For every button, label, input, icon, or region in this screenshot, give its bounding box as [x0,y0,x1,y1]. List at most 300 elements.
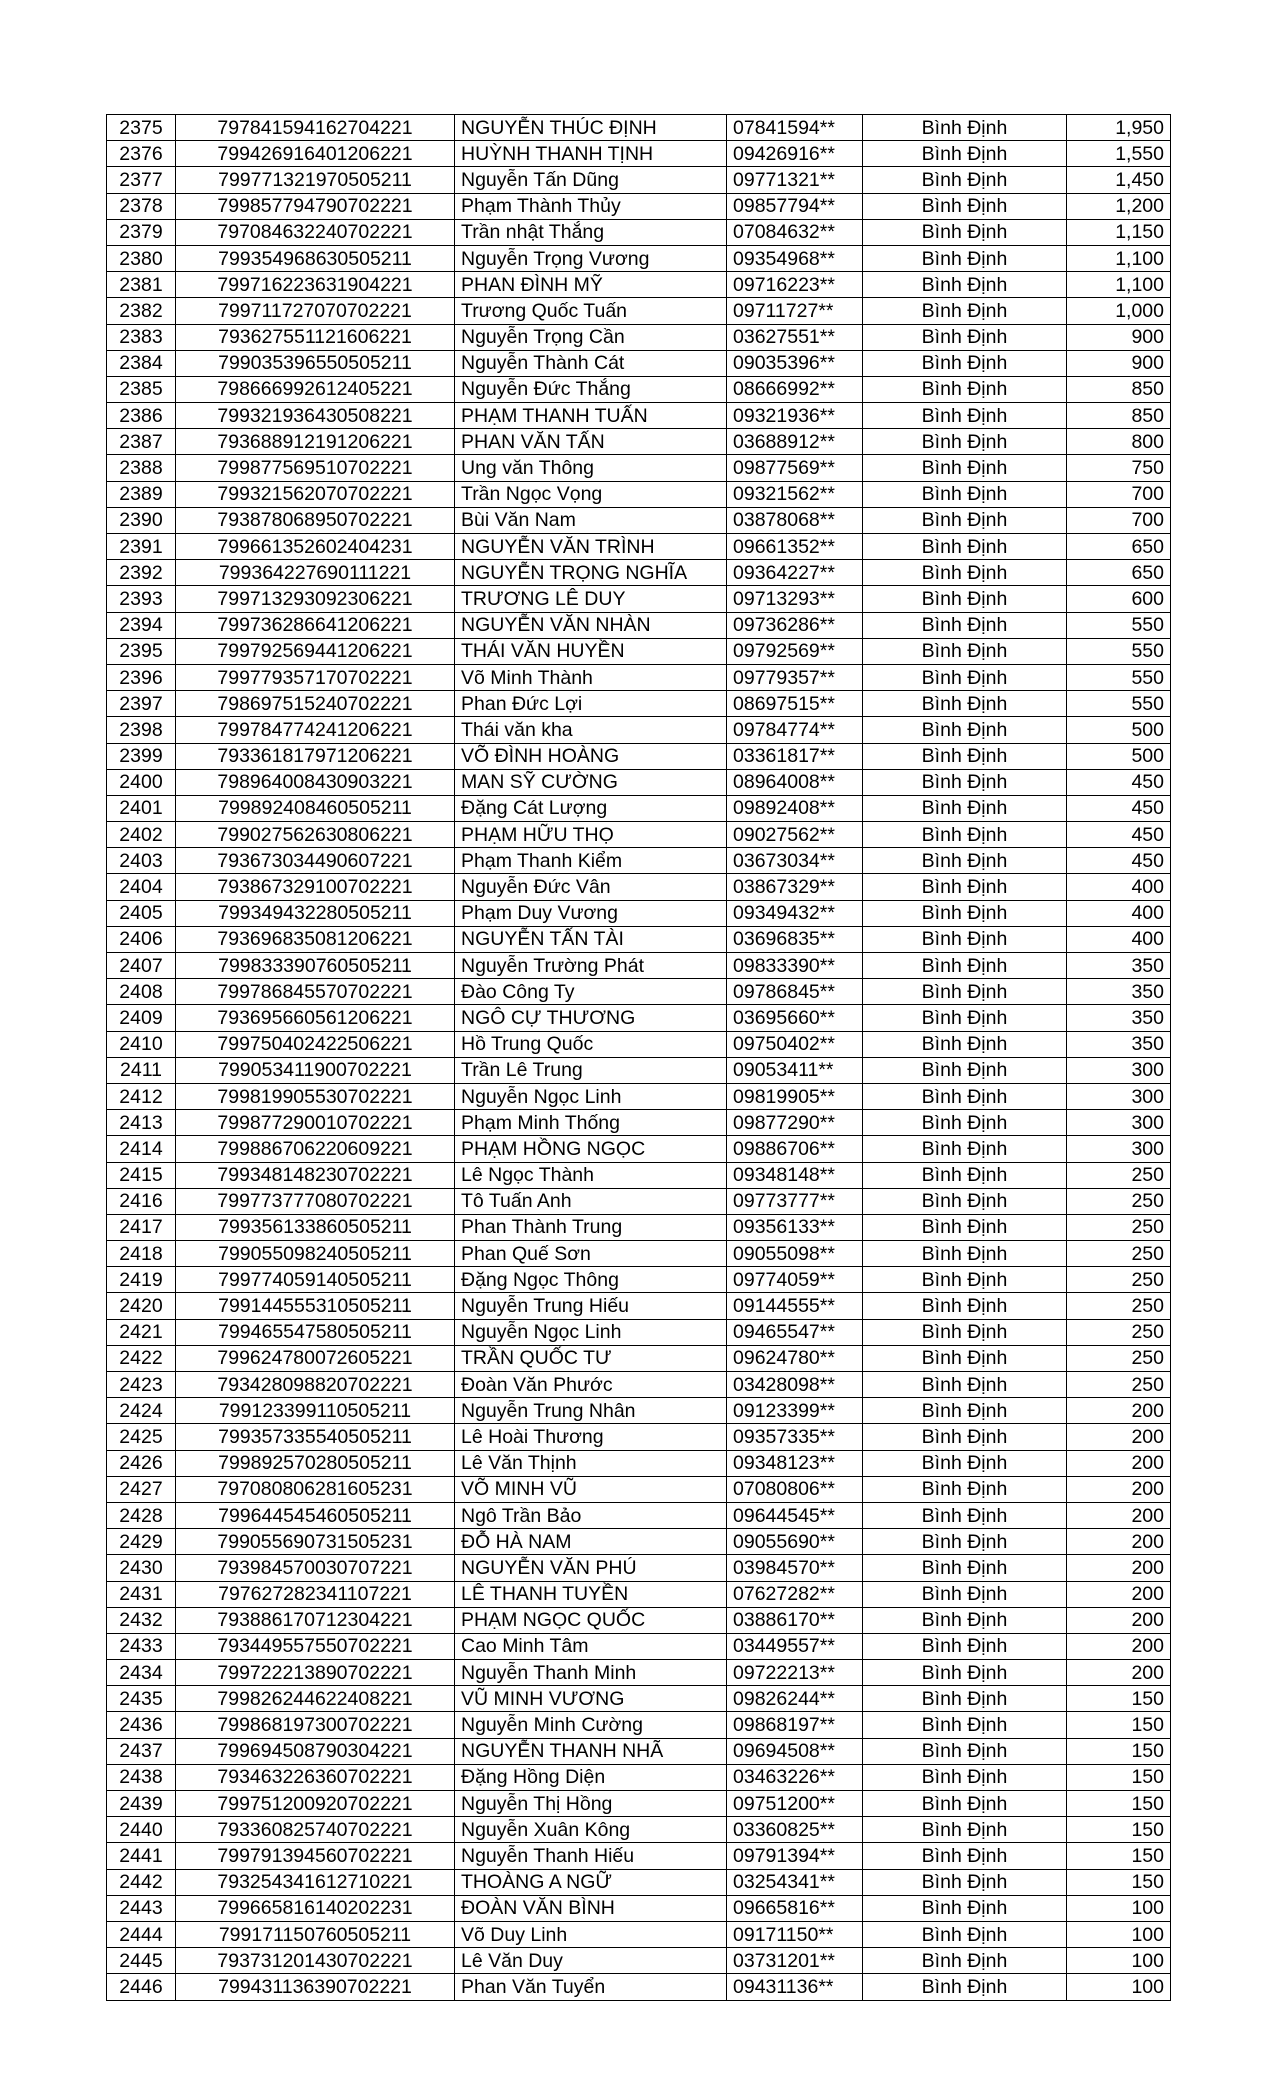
name-cell: NGUYỄN THÚC ĐỊNH [455,115,727,141]
name-cell: NGUYỄN VĂN TRÌNH [455,534,727,560]
province-cell: Bình Định [863,1791,1067,1817]
amount-cell: 200 [1067,1398,1171,1424]
table-row [107,612,1171,638]
row-number-cell: 2377 [107,167,176,193]
phone-cell: 09356133** [727,1214,863,1240]
row-number-cell: 2444 [107,1921,176,1947]
name-cell: Phan Thành Trung [455,1214,727,1240]
table-row [107,1267,1171,1293]
province-cell: Bình Định [863,1895,1067,1921]
table-row [107,1398,1171,1424]
province-cell: Bình Định [863,612,1067,638]
amount-cell: 250 [1067,1162,1171,1188]
table-row [107,769,1171,795]
amount-cell: 600 [1067,586,1171,612]
table-row [107,1581,1171,1607]
table-row [107,664,1171,690]
phone-cell: 07841594** [727,115,863,141]
amount-cell: 500 [1067,743,1171,769]
province-cell: Bình Định [863,743,1067,769]
table-row [107,586,1171,612]
province-cell: Bình Định [863,1817,1067,1843]
account-code-cell: 793695660561206221 [176,1005,455,1031]
province-cell: Bình Định [863,1293,1067,1319]
name-cell: PHẠM HỒNG NGỌC [455,1136,727,1162]
phone-cell: 09665816** [727,1895,863,1921]
amount-cell: 250 [1067,1319,1171,1345]
province-cell: Bình Định [863,1738,1067,1764]
phone-cell: 03696835** [727,926,863,952]
phone-cell: 03984570** [727,1555,863,1581]
row-number-cell: 2389 [107,481,176,507]
province-cell: Bình Định [863,1188,1067,1214]
province-cell: Bình Định [863,1214,1067,1240]
table-row [107,900,1171,926]
province-cell: Bình Định [863,1083,1067,1109]
account-code-cell: 799349432280505211 [176,900,455,926]
table-row [107,193,1171,219]
row-number-cell: 2441 [107,1843,176,1869]
phone-cell: 03878068** [727,507,863,533]
amount-cell: 150 [1067,1869,1171,1895]
name-cell: Lê Văn Thịnh [455,1450,727,1476]
name-cell: Võ Minh Thành [455,664,727,690]
phone-cell: 09786845** [727,979,863,1005]
amount-cell: 650 [1067,560,1171,586]
table-row [107,953,1171,979]
province-cell: Bình Định [863,586,1067,612]
amount-cell: 300 [1067,1057,1171,1083]
phone-cell: 08666992** [727,376,863,402]
province-cell: Bình Định [863,1764,1067,1790]
table-row [107,1555,1171,1581]
name-cell: Đặng Cát Lượng [455,795,727,821]
account-code-cell: 793878068950702221 [176,507,455,533]
row-number-cell: 2375 [107,115,176,141]
account-code-cell: 799711727070702221 [176,298,455,324]
phone-cell: 09694508** [727,1738,863,1764]
province-cell: Bình Định [863,1686,1067,1712]
row-number-cell: 2429 [107,1529,176,1555]
name-cell: TRẦN QUỐC TƯ [455,1345,727,1371]
phone-cell: 09426916** [727,141,863,167]
account-code-cell: 793696835081206221 [176,926,455,952]
row-number-cell: 2414 [107,1136,176,1162]
phone-cell: 03254341** [727,1869,863,1895]
province-cell: Bình Định [863,507,1067,533]
table-row [107,1607,1171,1633]
table-row [107,1791,1171,1817]
province-cell: Bình Định [863,874,1067,900]
name-cell: Ung văn Thông [455,455,727,481]
name-cell: TRƯƠNG LÊ DUY [455,586,727,612]
amount-cell: 1,550 [1067,141,1171,167]
account-code-cell: 799027562630806221 [176,822,455,848]
table-row [107,245,1171,271]
account-code-cell: 799784774241206221 [176,717,455,743]
name-cell: Nguyễn Trung Hiếu [455,1293,727,1319]
amount-cell: 250 [1067,1267,1171,1293]
account-code-cell: 798697515240702221 [176,691,455,717]
table-row [107,1136,1171,1162]
data-table [106,114,1171,2001]
account-code-cell: 799357335540505211 [176,1424,455,1450]
row-number-cell: 2388 [107,455,176,481]
table-row [107,141,1171,167]
phone-cell: 09055098** [727,1241,863,1267]
row-number-cell: 2387 [107,429,176,455]
phone-cell: 09774059** [727,1267,863,1293]
province-cell: Bình Định [863,219,1067,245]
phone-cell: 09661352** [727,534,863,560]
account-code-cell: 799035396550505211 [176,350,455,376]
name-cell: Trần Lê Trung [455,1057,727,1083]
table-row [107,272,1171,298]
table-row [107,926,1171,952]
row-number-cell: 2376 [107,141,176,167]
phone-cell: 03886170** [727,1607,863,1633]
name-cell: VÕ MINH VŨ [455,1476,727,1502]
row-number-cell: 2420 [107,1293,176,1319]
name-cell: Lê Ngọc Thành [455,1162,727,1188]
row-number-cell: 2396 [107,664,176,690]
row-number-cell: 2379 [107,219,176,245]
amount-cell: 400 [1067,900,1171,926]
phone-cell: 07080806** [727,1476,863,1502]
phone-cell: 09053411** [727,1057,863,1083]
account-code-cell: 799786845570702221 [176,979,455,1005]
phone-cell: 09348148** [727,1162,863,1188]
phone-cell: 09624780** [727,1345,863,1371]
account-code-cell: 799713293092306221 [176,586,455,612]
account-code-cell: 799348148230702221 [176,1162,455,1188]
phone-cell: 03688912** [727,429,863,455]
row-number-cell: 2380 [107,245,176,271]
account-code-cell: 793886170712304221 [176,1607,455,1633]
province-cell: Bình Định [863,1948,1067,1974]
table-row [107,1031,1171,1057]
phone-cell: 09751200** [727,1791,863,1817]
amount-cell: 150 [1067,1738,1171,1764]
amount-cell: 100 [1067,1948,1171,1974]
account-code-cell: 799661352602404231 [176,534,455,560]
table-row [107,1921,1171,1947]
name-cell: NGÔ CỰ THƯƠNG [455,1005,727,1031]
table-row [107,848,1171,874]
name-cell: Phạm Minh Thống [455,1110,727,1136]
phone-cell: 09349432** [727,900,863,926]
province-cell: Bình Định [863,115,1067,141]
row-number-cell: 2426 [107,1450,176,1476]
phone-cell: 07084632** [727,219,863,245]
name-cell: Cao Minh Tâm [455,1633,727,1659]
province-cell: Bình Định [863,141,1067,167]
amount-cell: 900 [1067,350,1171,376]
table-row [107,1345,1171,1371]
account-code-cell: 799877569510702221 [176,455,455,481]
amount-cell: 400 [1067,874,1171,900]
table-row [107,979,1171,1005]
table-row [107,874,1171,900]
name-cell: Trần Ngọc Vọng [455,481,727,507]
row-number-cell: 2428 [107,1502,176,1528]
province-cell: Bình Định [863,848,1067,874]
name-cell: Ngô Trần Bảo [455,1502,727,1528]
account-code-cell: 797080806281605231 [176,1476,455,1502]
account-code-cell: 799773777080702221 [176,1188,455,1214]
province-cell: Bình Định [863,455,1067,481]
amount-cell: 200 [1067,1555,1171,1581]
table-row [107,1293,1171,1319]
province-cell: Bình Định [863,1633,1067,1659]
table-row [107,1895,1171,1921]
account-code-cell: 799665816140202231 [176,1895,455,1921]
amount-cell: 150 [1067,1791,1171,1817]
province-cell: Bình Định [863,1319,1067,1345]
phone-cell: 03627551** [727,324,863,350]
phone-cell: 09354968** [727,245,863,271]
row-number-cell: 2384 [107,350,176,376]
phone-cell: 09027562** [727,822,863,848]
row-number-cell: 2383 [107,324,176,350]
phone-cell: 08964008** [727,769,863,795]
account-code-cell: 799321936430508221 [176,403,455,429]
account-code-cell: 793254341612710221 [176,1869,455,1895]
amount-cell: 400 [1067,926,1171,952]
table-row [107,350,1171,376]
row-number-cell: 2435 [107,1686,176,1712]
phone-cell: 09431136** [727,1974,863,2000]
amount-cell: 450 [1067,848,1171,874]
province-cell: Bình Định [863,1869,1067,1895]
table-row [107,795,1171,821]
table-row [107,1738,1171,1764]
table-row [107,1660,1171,1686]
table-row [107,115,1171,141]
amount-cell: 1,200 [1067,193,1171,219]
account-code-cell: 799791394560702221 [176,1843,455,1869]
table-row [107,534,1171,560]
phone-cell: 09779357** [727,664,863,690]
phone-cell: 03695660** [727,1005,863,1031]
name-cell: ĐOÀN VĂN BÌNH [455,1895,727,1921]
row-number-cell: 2419 [107,1267,176,1293]
row-number-cell: 2401 [107,795,176,821]
table-row [107,1372,1171,1398]
name-cell: THOÀNG A NGỮ [455,1869,727,1895]
phone-cell: 09465547** [727,1319,863,1345]
name-cell: Lê Hoài Thương [455,1424,727,1450]
amount-cell: 300 [1067,1136,1171,1162]
account-code-cell: 799819905530702221 [176,1083,455,1109]
table-row [107,324,1171,350]
row-number-cell: 2390 [107,507,176,533]
account-code-cell: 799833390760505211 [176,953,455,979]
table-row [107,691,1171,717]
amount-cell: 250 [1067,1214,1171,1240]
phone-cell: 09886706** [727,1136,863,1162]
phone-cell: 09364227** [727,560,863,586]
phone-cell: 09750402** [727,1031,863,1057]
phone-cell: 03867329** [727,874,863,900]
province-cell: Bình Định [863,1843,1067,1869]
account-code-cell: 799779357170702221 [176,664,455,690]
table-row [107,1188,1171,1214]
row-number-cell: 2408 [107,979,176,1005]
province-cell: Bình Định [863,1529,1067,1555]
province-cell: Bình Định [863,1974,1067,2000]
table-row [107,1083,1171,1109]
name-cell: ĐỖ HÀ NAM [455,1529,727,1555]
account-code-cell: 793361817971206221 [176,743,455,769]
row-number-cell: 2436 [107,1712,176,1738]
table-row [107,481,1171,507]
account-code-cell: 799892408460505211 [176,795,455,821]
phone-cell: 03360825** [727,1817,863,1843]
table-body [107,115,1171,2001]
province-cell: Bình Định [863,1057,1067,1083]
row-number-cell: 2411 [107,1057,176,1083]
name-cell: Phan Quế Sơn [455,1241,727,1267]
row-number-cell: 2422 [107,1345,176,1371]
account-code-cell: 793867329100702221 [176,874,455,900]
name-cell: NGUYỄN THANH NHÃ [455,1738,727,1764]
phone-cell: 09055690** [727,1529,863,1555]
name-cell: PHẠM NGỌC QUỐC [455,1607,727,1633]
name-cell: Nguyễn Thành Cát [455,350,727,376]
account-code-cell: 799624780072605221 [176,1345,455,1371]
table-row [107,1162,1171,1188]
row-number-cell: 2432 [107,1607,176,1633]
row-number-cell: 2416 [107,1188,176,1214]
name-cell: Đặng Ngọc Thông [455,1267,727,1293]
row-number-cell: 2431 [107,1581,176,1607]
account-code-cell: 797627282341107221 [176,1581,455,1607]
phone-cell: 09771321** [727,167,863,193]
row-number-cell: 2403 [107,848,176,874]
account-code-cell: 799774059140505211 [176,1267,455,1293]
name-cell: PHAN ĐÌNH MỸ [455,272,727,298]
phone-cell: 09348123** [727,1450,863,1476]
name-cell: Nguyễn Xuân Kông [455,1817,727,1843]
province-cell: Bình Định [863,664,1067,690]
province-cell: Bình Định [863,691,1067,717]
row-number-cell: 2378 [107,193,176,219]
account-code-cell: 793463226360702221 [176,1764,455,1790]
phone-cell: 09321936** [727,403,863,429]
account-code-cell: 793449557550702221 [176,1633,455,1659]
name-cell: Bùi Văn Nam [455,507,727,533]
table-row [107,1450,1171,1476]
table-row [107,1633,1171,1659]
table-row [107,1005,1171,1031]
table-row [107,1764,1171,1790]
account-code-cell: 799364227690111221 [176,560,455,586]
account-code-cell: 797841594162704221 [176,115,455,141]
table-row [107,1869,1171,1895]
phone-cell: 09819905** [727,1083,863,1109]
phone-cell: 09713293** [727,586,863,612]
account-code-cell: 799321562070702221 [176,481,455,507]
row-number-cell: 2409 [107,1005,176,1031]
table-row [107,1319,1171,1345]
amount-cell: 700 [1067,507,1171,533]
account-code-cell: 799171150760505211 [176,1921,455,1947]
province-cell: Bình Định [863,1712,1067,1738]
phone-cell: 09123399** [727,1398,863,1424]
amount-cell: 1,950 [1067,115,1171,141]
province-cell: Bình Định [863,1005,1067,1031]
phone-cell: 03428098** [727,1372,863,1398]
province-cell: Bình Định [863,350,1067,376]
name-cell: NGUYỄN TRỌNG NGHĨA [455,560,727,586]
table-row [107,1424,1171,1450]
name-cell: Đào Công Ty [455,979,727,1005]
table-row [107,1110,1171,1136]
amount-cell: 1,150 [1067,219,1171,245]
table-row [107,638,1171,664]
row-number-cell: 2410 [107,1031,176,1057]
amount-cell: 750 [1067,455,1171,481]
amount-cell: 150 [1067,1712,1171,1738]
table-row [107,1686,1171,1712]
phone-cell: 03361817** [727,743,863,769]
name-cell: Nguyễn Trung Nhân [455,1398,727,1424]
phone-cell: 03731201** [727,1948,863,1974]
table-row [107,429,1171,455]
name-cell: Đoàn Văn Phước [455,1372,727,1398]
amount-cell: 250 [1067,1241,1171,1267]
row-number-cell: 2407 [107,953,176,979]
row-number-cell: 2427 [107,1476,176,1502]
amount-cell: 850 [1067,376,1171,402]
table-row [107,717,1171,743]
phone-cell: 09711727** [727,298,863,324]
phone-cell: 09722213** [727,1660,863,1686]
amount-cell: 200 [1067,1502,1171,1528]
row-number-cell: 2400 [107,769,176,795]
name-cell: VÕ ĐÌNH HOÀNG [455,743,727,769]
province-cell: Bình Định [863,429,1067,455]
amount-cell: 900 [1067,324,1171,350]
name-cell: Tô Tuấn Anh [455,1188,727,1214]
account-code-cell: 799750402422506221 [176,1031,455,1057]
amount-cell: 250 [1067,1293,1171,1319]
province-cell: Bình Định [863,638,1067,664]
row-number-cell: 2382 [107,298,176,324]
account-code-cell: 799716223631904221 [176,272,455,298]
row-number-cell: 2442 [107,1869,176,1895]
phone-cell: 03463226** [727,1764,863,1790]
account-code-cell: 799722213890702221 [176,1660,455,1686]
name-cell: NGUYỄN VĂN NHÀN [455,612,727,638]
amount-cell: 300 [1067,1083,1171,1109]
name-cell: Nguyễn Trọng Vương [455,245,727,271]
province-cell: Bình Định [863,1110,1067,1136]
account-code-cell: 799826244622408221 [176,1686,455,1712]
name-cell: Trần nhật Thắng [455,219,727,245]
phone-cell: 09792569** [727,638,863,664]
name-cell: Phạm Duy Vương [455,900,727,926]
phone-cell: 09868197** [727,1712,863,1738]
province-cell: Bình Định [863,167,1067,193]
phone-cell: 09773777** [727,1188,863,1214]
province-cell: Bình Định [863,560,1067,586]
province-cell: Bình Định [863,795,1067,821]
province-cell: Bình Định [863,1555,1067,1581]
amount-cell: 1,100 [1067,245,1171,271]
row-number-cell: 2430 [107,1555,176,1581]
